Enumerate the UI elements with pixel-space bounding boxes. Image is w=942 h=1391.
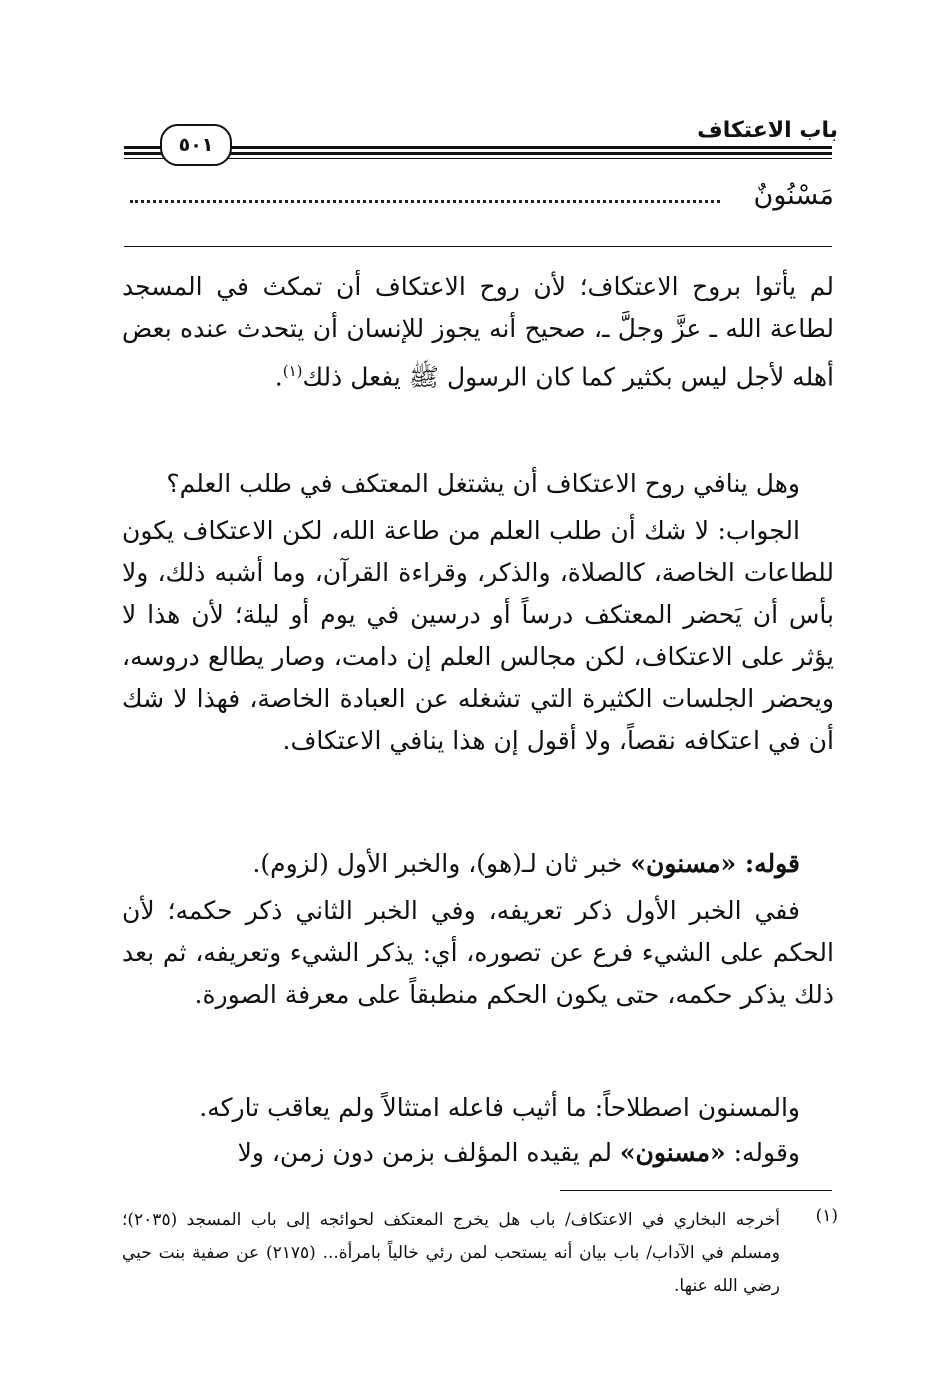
paragraph-masnun-term: والمسنون اصطلاحاً: ما أثيب فاعله امتثالاً ولم يعاقب تاركه.: [199, 1093, 800, 1122]
last-bold: «مسنون»: [619, 1138, 726, 1167]
paragraph-1-end: .: [274, 362, 283, 392]
matn-dotted-leader: [130, 200, 720, 203]
separator-line: [124, 246, 832, 247]
paragraph-1: [122, 266, 834, 398]
last-start: وقوله:: [725, 1138, 800, 1167]
qawluh-text: خبر ثان لـ(هو)، والخبر الأول (لزوم).: [252, 849, 631, 878]
paragraph-definition: ففي الخبر الأول ذكر تعريفه، وفي الخبر الثاني ذكر حكمه؛ لأن الحكم على الشيء فرع عن تصوره، أي: يذكر الشيء وتعريفه، ثم بعد ذلك يذكر حكمه، حتى يكون الحكم منطبقاً على معرفة الصورة.: [122, 896, 834, 1009]
page-number: ٥٠١: [160, 124, 232, 166]
footnote-rule: [560, 1190, 832, 1191]
footnote-mark: (١): [282, 362, 303, 380]
paragraph-1-text: لم يأتوا بروح الاعتكاف؛ لأن روح الاعتكاف أن تمكث في المسجد لطاعة الله ـ عزَّ وجلَّ ـ، صحيح أنه يجوز للإنسان أن يتحدث عنده بعض أهله لأجل ليس بكثير كما كان الرسول ﷺ يفعل ذلك: [122, 272, 834, 392]
paragraph-qawluh: [122, 843, 834, 885]
paragraph-answer: الجواب: لا شك أن طلب العلم من طاعة الله، لكن الاعتكاف يكون للطاعات الخاصة، كالصلاة، والذكر، وقراءة القرآن، وما أشبه ذلك، ولا بأس أن يَحضر المعتكف درساً أو درسين في يوم أو ليلة؛ لأن هذا لا يؤثر على الاعتكاف، لكن مجالس العلم إن دامت، وصار يطالع دروسه، ويحضر الجلسات الكثيرة التي تشغله عن العبادة الخاصة، فهذا لا شك أن في اعتكافه نقصاً، ولا أقول إن هذا ينافي الاعتكاف.: [122, 516, 834, 755]
qawluh-label: قوله: «مسنون»: [630, 849, 800, 878]
chapter-title: باب الاعتكاف: [697, 118, 838, 143]
paragraph-last: [122, 1132, 834, 1174]
matn-text: مَسْنُونٌ: [753, 180, 834, 211]
footnote-text: أخرجه البخاري في الاعتكاف/ باب هل يخرج المعتكف لحوائجه إلى باب المسجد (٢٠٣٥)؛ ومسلم في الآداب/ باب بيان أنه يستحب لمن رئي خالياً بامرأة... (٢١٧٥) عن صفية بنت حيي رضي الله عنها.: [122, 1210, 780, 1296]
last-rest: لم يقيده المؤلف بزمن دون زمن، ولا: [237, 1138, 620, 1167]
paragraph-question: وهل ينافي روح الاعتكاف أن يشتغل المعتكف في طلب العلم؟: [166, 469, 800, 498]
footnote-number: (١): [815, 1206, 838, 1226]
